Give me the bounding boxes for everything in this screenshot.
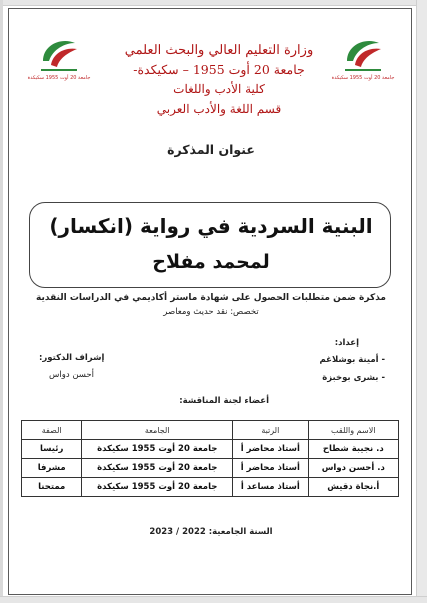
thesis-title-line2: لمحمد مفلاح [152,251,270,273]
university-logo-icon [27,35,91,81]
university-name: جامعة 20 أوت 1955 – سكيكدة- [133,62,305,77]
table-header-row [22,421,399,440]
column-header-rank: الرتبة [233,421,308,440]
member-role: رئيسا [22,440,82,459]
student-name: - بشرى بوخبزة [322,373,385,383]
column-header-university: الجامعة [82,421,233,440]
ministry-name: وزارة التعليم العالي والبحث العلمي [124,43,314,58]
member-role: ممتحنا [22,478,82,497]
window-top-bar [0,0,427,6]
window-left-edge [0,0,3,603]
specialty: تخصص: نقد حديث ومعاصر [163,307,259,317]
table-row [22,459,399,478]
member-university: جامعة 20 أوت 1955 سكيكدة [82,440,233,459]
prepared-label: إعداد: [334,338,359,348]
student-name: - أمينة بوشلاغم [319,355,385,365]
member-university: جامعة 20 أوت 1955 سكيكدة [82,478,233,497]
committee-table [21,420,399,497]
faculty-name: كلية الأدب واللغات [173,82,265,96]
member-rank: أستاذ مساعد أ [233,478,308,497]
member-university: جامعة 20 أوت 1955 سكيكدة [82,459,233,478]
vertical-scrollbar[interactable] [416,0,427,603]
department-name: قسم اللغة والأدب العربي [156,102,282,116]
member-role: مشرفا [22,459,82,478]
supervisor-label: إشراف الدكتور: [39,353,105,363]
thesis-subtitle: مذكرة ضمن متطلبات الحصول على شهادة ماستر أكاديمي في الدراسات النقدية [36,293,386,303]
document-page [8,8,412,595]
column-header-role: الصفة [22,421,82,440]
committee-label: أعضاء لجنة المناقشة: [179,396,269,406]
logo-caption: جامعة 20 أوت 1955 سكيكدة [27,75,91,81]
member-name: أ.نجاة دقيش [308,478,398,497]
table-row [22,440,399,459]
member-name: د. أحسن دواس [308,459,398,478]
column-header-name: الاسم واللقب [308,421,398,440]
university-logo-icon [331,35,395,81]
table-row [22,478,399,497]
member-rank: أستاذ محاضر أ [233,440,308,459]
logo-caption: جامعة 20 أوت 1955 سكيكدة [331,75,395,81]
window-bottom-bar [0,596,427,603]
supervisor-name: أحسن دواس [49,370,94,380]
member-name: د. نجيبة شطاح [308,440,398,459]
memo-label: عنوان المذكرة [167,142,255,157]
member-rank: أستاذ محاضر أ [233,459,308,478]
academic-year: السنة الجامعية: 2022 / 2023 [149,527,273,537]
thesis-title-line1: البنية السردية في رواية (انكسار) [49,214,373,238]
